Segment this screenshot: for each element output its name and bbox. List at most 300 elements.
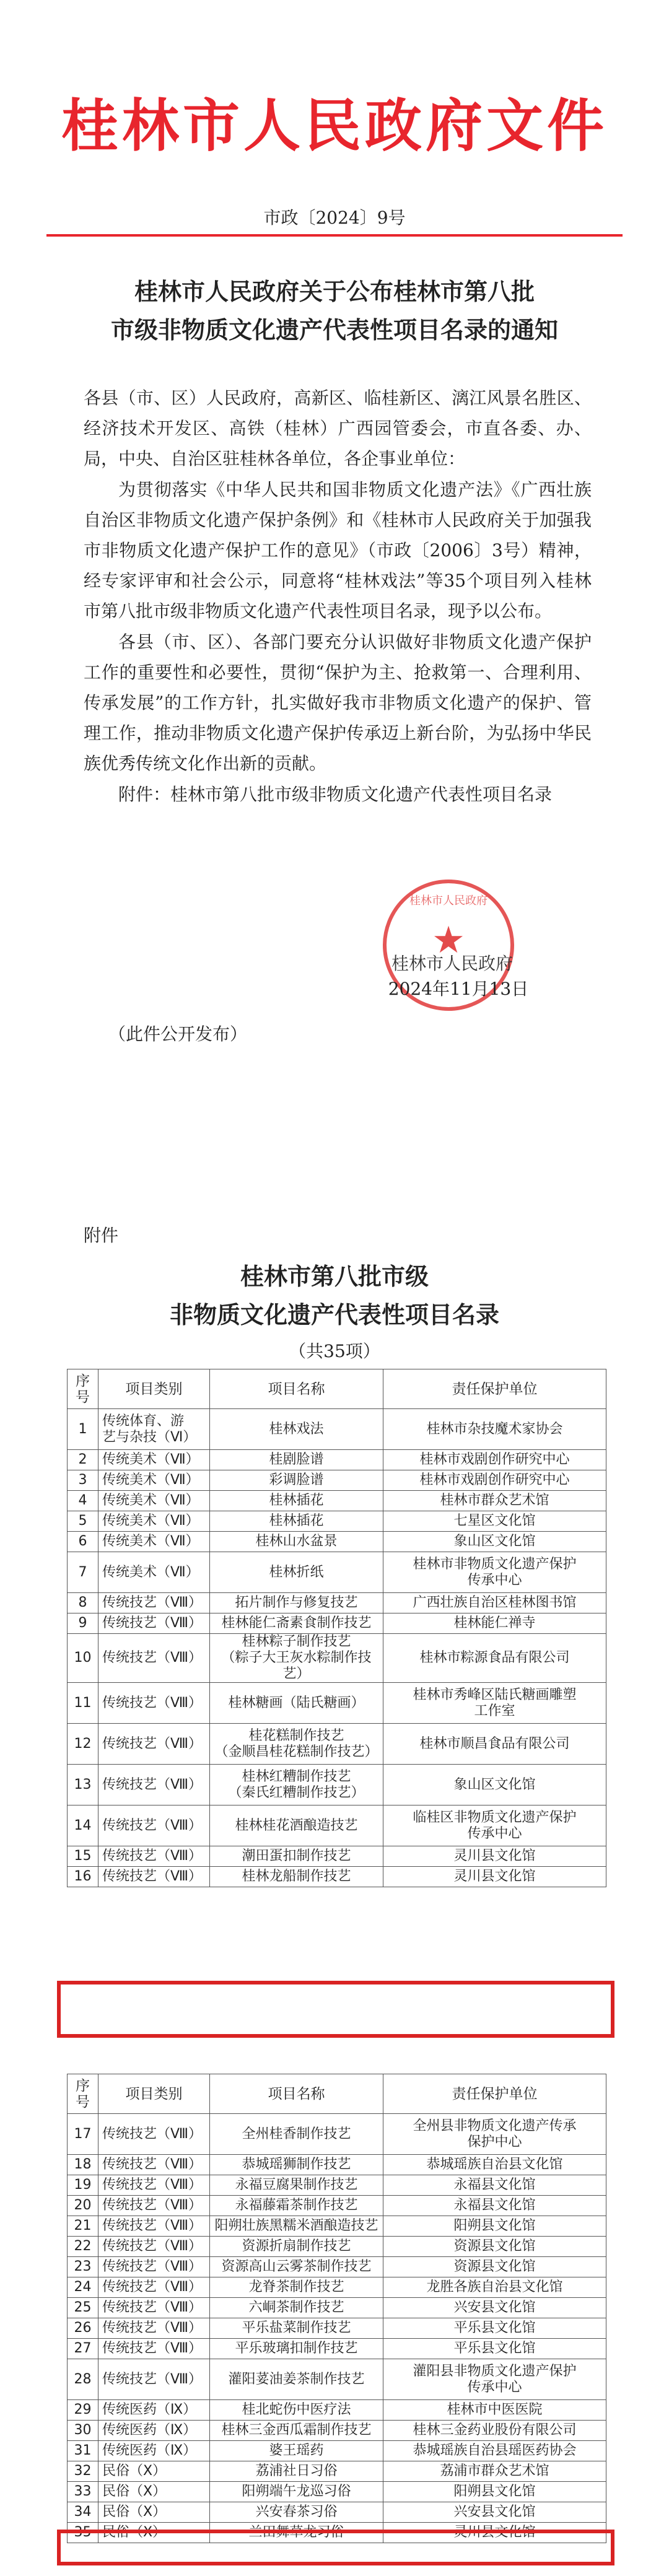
project-name-cell-text: 平乐玻璃扣制作技艺 [235,2341,358,2356]
project-name-cell [210,2155,383,2175]
row-number-cell [68,2196,98,2216]
row-number-cell-text: 18 [74,2157,92,2172]
protection-unit-cell-text: 阳朔县文化馆 [453,2484,536,2499]
project-name-cell [210,2277,383,2298]
category-cell-text: 传统体育、游 [102,1413,185,1429]
table-row [68,2277,606,2298]
annex-title-line-1: 桂林市第八批市级 [240,1263,429,1290]
row-number-cell [68,1683,98,1724]
category-cell-text: 传统技艺（Ⅷ） [102,1615,202,1631]
project-name-cell-text: 桂林粽子制作技艺 [242,1634,351,1649]
project-name-cell [210,1593,383,1613]
project-name-cell [210,1867,383,1887]
category-cell [98,2318,210,2339]
category-cell [98,1532,210,1552]
row-number-cell [68,1409,98,1450]
project-name-cell-text: 桂林桂花酒酿造技艺 [235,1817,358,1833]
category-cell [98,1724,210,1765]
protection-unit-cell [383,1683,606,1724]
row-number-cell [68,2421,98,2441]
protection-unit-cell [383,2441,606,2461]
row-number-cell-text: 13 [74,1776,92,1792]
row-number-cell [68,2175,98,2196]
public-release-note: （此件公开发布） [108,1024,248,1044]
project-name-cell-text: 六峒茶制作技艺 [248,2300,344,2315]
seal-star-icon: ★ [432,919,465,962]
category-cell-text: 传统技艺（Ⅷ） [102,2126,202,2142]
table-row [68,1409,606,1450]
protection-unit-cell [383,2196,606,2216]
protection-unit-cell-text: 桂林能仁禅寺 [453,1615,536,1631]
table-row [68,2461,606,2482]
row-number-cell [68,1846,98,1867]
table-row [68,1724,606,1765]
project-name-cell [210,2318,383,2339]
project-name-cell-text: （粽子大王灰水粽制作技艺） [221,1650,372,1682]
table-header-row [68,2074,606,2114]
category-cell-text: 传统技艺（Ⅷ） [102,1736,202,1752]
row-number-cell-text: 28 [74,2371,92,2387]
protection-unit-cell [383,2298,606,2318]
project-name-cell [210,2298,383,2318]
project-name-cell [210,1491,383,1511]
project-name-cell [210,1634,383,1683]
table-row [68,2421,606,2441]
project-name-cell [210,2237,383,2257]
notice-title-line-1: 桂林市人民政府关于公布桂林市第八批 [134,278,535,305]
protection-unit-cell-text: 七星区文化馆 [453,1513,536,1529]
table-row [68,2502,606,2523]
category-cell [98,1552,210,1593]
project-name-cell [210,2339,383,2359]
attachment-line: 附件：桂林市第八批市级非物质文化遗产代表性项目名录 [118,784,553,805]
protection-unit-cell-text: 象山区文化馆 [453,1534,536,1549]
category-cell [98,2482,210,2502]
category-cell-text: 传统技艺（Ⅷ） [102,2341,202,2356]
project-name-cell-text: 拓片制作与修复技艺 [235,1595,358,1610]
row-number-cell-text: 19 [74,2177,92,2193]
row-number-cell [68,1724,98,1765]
protection-unit-cell-text: 桂林市群众艺术馆 [440,1493,549,1508]
category-cell-text: 传统技艺（Ⅷ） [102,1650,202,1666]
table-row [68,1552,606,1593]
row-number-cell-text: 30 [74,2422,92,2438]
category-cell-text: 传统技艺（Ⅷ） [102,2177,202,2193]
protection-unit-cell-text: 灵川县文化馆 [453,2525,536,2540]
protection-unit-cell-text: 传承中心 [467,1825,522,1841]
project-name-cell-text: 平乐盐菜制作技艺 [242,2320,351,2336]
protection-unit-cell-text: 灌阳县非物质文化遗产保护 [413,2363,577,2379]
row-number-cell-text: 32 [74,2463,92,2479]
project-name-cell [210,1532,383,1552]
protection-unit-cell [383,1409,606,1450]
row-number-cell [68,2359,98,2400]
header-project-name: 项目名称 [210,1369,383,1409]
protection-unit-cell [383,1613,606,1634]
project-name-cell [210,1765,383,1805]
table-row [68,1450,606,1470]
category-cell-text: 民俗（Ⅹ） [102,2463,167,2479]
protection-unit-cell-text: 临桂区非物质文化遗产保护 [413,1809,577,1825]
project-name-cell [210,2196,383,2216]
protection-unit-cell-text: 阳朔县文化馆 [453,2218,536,2233]
protection-unit-cell [383,2421,606,2441]
row-number-cell-text: 10 [74,1650,92,1666]
row-number-cell-text: 20 [74,2198,92,2213]
project-name-cell-text: 桂林戏法 [269,1421,324,1437]
row-number-cell [68,2237,98,2257]
project-name-cell [210,2359,383,2400]
project-name-cell [210,1683,383,1724]
row-number-cell [68,1867,98,1887]
row-number-cell [68,2155,98,2175]
project-name-cell-text: 桂林红糟制作技艺 [242,1768,351,1784]
category-cell [98,2461,210,2482]
project-name-cell [210,1613,383,1634]
category-cell [98,2237,210,2257]
row-number-cell-text: 29 [74,2402,92,2417]
project-name-cell-text: 彩调脸谱 [269,1472,324,1488]
protection-unit-cell [383,1634,606,1683]
protection-unit-cell [383,2339,606,2359]
project-name-cell [210,2400,383,2421]
category-cell-text: 民俗（Ⅹ） [102,2504,167,2520]
protection-unit-cell [383,2482,606,2502]
category-cell [98,2196,210,2216]
protection-unit-cell [383,1805,606,1846]
project-name-cell-text: 桂花糕制作技艺 [248,1727,344,1744]
notice-title-line-2: 市级非物质文化遗产代表性项目名录的通知 [110,317,558,344]
row-number-cell-text: 22 [74,2238,92,2254]
category-cell [98,2421,210,2441]
project-name-cell [210,1724,383,1765]
project-name-cell [210,2482,383,2502]
row-number-cell-text: 7 [78,1564,87,1580]
protection-unit-cell [383,2175,606,2196]
row-number-cell-text: 24 [74,2279,92,2295]
seal-ring-text: 桂林市人民政府 [409,894,488,907]
document-header-title: 桂林市人民政府文件 [61,93,608,159]
protection-unit-cell-text: 兴安县文化馆 [453,2300,536,2315]
row-number-cell [68,1593,98,1613]
protection-unit-cell [383,1511,606,1532]
highlight-box-rows-15-16 [57,1981,614,2038]
annex-title [0,1257,669,1334]
protection-unit-cell-text: 灵川县文化馆 [453,1869,536,1884]
project-name-cell-text: 桂林三金西瓜霜制作技艺 [221,2422,372,2438]
table-row [68,2114,606,2155]
project-name-cell [210,2114,383,2155]
protection-unit-cell [383,2257,606,2277]
project-name-cell-text: 桂林插花 [269,1493,324,1508]
red-divider-line [46,234,623,237]
protection-unit-cell-text: 兴安县文化馆 [453,2504,536,2520]
row-number-cell [68,2318,98,2339]
row-number-cell [68,2502,98,2523]
protection-unit-cell-text: 广西壮族自治区桂林图书馆 [413,1595,577,1610]
protection-unit-cell [383,2502,606,2523]
row-number-cell-text: 31 [74,2443,92,2458]
row-number-cell-text: 21 [74,2218,92,2233]
table-row [68,2400,606,2421]
row-number-cell [68,1765,98,1805]
category-cell-text: 传统美术（Ⅶ） [102,1493,199,1508]
category-cell [98,1491,210,1511]
category-cell-text: 传统医药（Ⅸ） [102,2402,197,2417]
row-number-cell-text: 1 [78,1421,87,1437]
table-row [68,2318,606,2339]
row-number-cell [68,1511,98,1532]
project-name-cell-text: 桂北蛇伤中医疗法 [242,2402,351,2417]
category-cell [98,2400,210,2421]
protection-unit-cell [383,2155,606,2175]
header-protection-unit: 责任保护单位 [383,1369,606,1409]
category-cell [98,1593,210,1613]
table-row [68,1683,606,1724]
row-number-cell-text: 26 [74,2320,92,2336]
protection-unit-cell [383,2359,606,2400]
table-row [68,1805,606,1846]
project-name-cell [210,2421,383,2441]
row-number-cell-text: 4 [78,1493,87,1508]
table-row [68,1765,606,1805]
row-number-cell [68,2277,98,2298]
row-number-cell [68,1491,98,1511]
header-protection-unit: 责任保护单位 [383,2074,606,2114]
protection-unit-cell-text: 全州县非物质文化遗产传承 [413,2118,577,2134]
row-number-cell-text: 2 [78,1452,87,1467]
table-row [68,2257,606,2277]
category-cell [98,2298,210,2318]
protection-unit-cell-text: 平乐县文化馆 [453,2341,536,2356]
row-number-cell-text: 35 [74,2525,92,2540]
row-number-cell [68,1613,98,1634]
row-number-cell-text: 25 [74,2300,92,2315]
category-cell-text: 传统美术（Ⅶ） [102,1564,199,1580]
highlight-box-row-35 [57,2530,614,2565]
row-number-cell-text: 14 [74,1817,92,1833]
category-cell [98,2257,210,2277]
document-number: 市政〔2024〕9号 [263,207,406,228]
protection-unit-cell [383,1532,606,1552]
category-cell-text: 传统美术（Ⅶ） [102,1452,199,1467]
category-cell [98,1846,210,1867]
project-name-cell-text: 兴安春茶习俗 [255,2504,338,2520]
category-cell [98,1450,210,1470]
protection-unit-cell [383,1765,606,1805]
protection-unit-cell-text: 桂林三金药业股份有限公司 [413,2422,577,2438]
protection-unit-cell-text: 龙胜各族自治县文化馆 [426,2279,563,2295]
table-row [68,2237,606,2257]
category-cell-text: 传统技艺（Ⅷ） [102,1817,202,1833]
category-cell-text: 传统技艺（Ⅷ） [102,1776,202,1792]
row-number-cell-text: 9 [78,1615,87,1631]
category-cell-text: 传统技艺（Ⅷ） [102,2198,202,2213]
protection-unit-cell-text: 桂林市粽源食品有限公司 [419,1650,570,1666]
category-cell [98,2502,210,2523]
project-name-cell-text: 婆王瑶药 [269,2443,324,2458]
category-cell-text: 传统技艺（Ⅷ） [102,2157,202,2172]
protection-unit-cell [383,1491,606,1511]
protection-unit-cell-text: 永福县文化馆 [453,2198,536,2213]
row-number-cell-text: 12 [74,1736,92,1752]
category-cell [98,1470,210,1491]
table-row [68,1532,606,1552]
project-name-cell-text: 桂林山水盆景 [255,1534,338,1549]
table-row [68,2196,606,2216]
row-number-cell-text: 15 [74,1848,92,1864]
row-number-cell-text: 8 [78,1595,87,1610]
table-row [68,2482,606,2502]
row-number-cell [68,2400,98,2421]
category-cell-text: 传统美术（Ⅶ） [102,1472,199,1488]
protection-unit-cell-text: 桂林市戏剧创作研究中心 [419,1452,570,1467]
protection-unit-cell [383,1593,606,1613]
project-list-table-part-1 [67,1369,606,1887]
project-name-cell-text: 阳朔壮族黑糯米酒酿造技艺 [214,2218,378,2233]
annex-item-count: （共35项） [289,1341,380,1361]
body-paragraph-2: 各县（市、区）、各部门要充分认识做好非物质文化遗产保护工作的重要性和必要性，贯彻“保护为主、抢救第一、合理利用、传承发展”的工作方针，扎实做好我市非物质文化遗产的保护、管理工作，推动非物质文化遗产保护传承迈上新台阶，为弘扬中华民族优秀传统文化作出新的贡献。 [84,632,592,774]
row-number-cell [68,1634,98,1683]
project-name-cell-text: 桂林龙船制作技艺 [242,1869,351,1884]
protection-unit-cell-text: 传承中心 [467,2379,522,2395]
header-project-name: 项目名称 [210,2074,383,2114]
project-name-cell [210,2257,383,2277]
row-number-cell-text: 11 [74,1695,92,1711]
project-name-cell-text: 资源高山云雾茶制作技艺 [221,2259,372,2274]
project-name-cell-text: 龙脊茶制作技艺 [248,2279,344,2295]
row-number-cell-text: 16 [74,1869,92,1884]
category-cell-text: 艺与杂技（Ⅵ） [102,1429,197,1445]
project-name-cell-text: 桂剧脸谱 [269,1452,324,1467]
category-cell [98,1765,210,1805]
category-cell [98,2155,210,2175]
table-row [68,1867,606,1887]
category-cell [98,1805,210,1846]
addressee-paragraph: 各县（市、区）人民政府，高新区、临桂新区、漓江风景名胜区、经济技术开发区、高铁（桂林）广西园管委会，市直各委、办、局，中央、自治区驻桂林各单位，各企事业单位： [84,388,592,469]
project-name-cell-text: 恭城瑶狮制作技艺 [242,2157,351,2172]
project-name-cell-text: 永福藤霜茶制作技艺 [235,2198,358,2213]
protection-unit-cell-text: 资源县文化馆 [453,2238,536,2254]
project-name-cell [210,2461,383,2482]
project-name-cell [210,1511,383,1532]
category-cell-text: 民俗（Ⅹ） [102,2525,167,2540]
table-row [68,1491,606,1511]
category-cell [98,1634,210,1683]
project-name-cell [210,1450,383,1470]
project-name-cell-text: 资源折扇制作技艺 [242,2238,351,2254]
category-cell-text: 传统技艺（Ⅷ） [102,2259,202,2274]
project-name-cell [210,2502,383,2523]
row-number-cell [68,2482,98,2502]
project-name-cell-text: 兰田舞草龙习俗 [248,2525,344,2540]
row-number-cell [68,2114,98,2155]
notice-title [0,273,669,349]
category-cell [98,2114,210,2155]
category-cell-text: 传统技艺（Ⅷ） [102,1848,202,1864]
row-number-cell-text: 34 [74,2504,92,2520]
signature-date: 2024年11月13日 [388,979,529,999]
protection-unit-cell [383,1470,606,1491]
category-cell [98,2216,210,2237]
row-number-cell [68,1470,98,1491]
category-cell [98,1683,210,1724]
category-cell-text: 传统医药（Ⅸ） [102,2443,197,2458]
project-name-cell-text: 桂林插花 [269,1513,324,1529]
body-paragraph-1: 为贯彻落实《中华人民共和国非物质文化遗产法》《广西壮族自治区非物质文化遗产保护条例》和《桂林市人民政府关于加强我市非物质文化遗产保护工作的意见》（市政〔2006〕3号）精神，经专家评审和社会公示，同意将“桂林戏法”等35个项目列入桂林市第八批市级非物质文化遗产代表性项目名录，现予以公布。 [84,479,592,621]
project-name-cell [210,1552,383,1593]
table-row [68,2339,606,2359]
project-name-cell [210,1409,383,1450]
table-row [68,2441,606,2461]
protection-unit-cell [383,2216,606,2237]
protection-unit-cell [383,2318,606,2339]
project-name-cell-text: 桂林折纸 [269,1564,324,1580]
row-number-cell-text: 23 [74,2259,92,2274]
row-number-cell [68,2441,98,2461]
protection-unit-cell-text: 传承中心 [467,1572,522,1588]
table-row [68,1593,606,1613]
protection-unit-cell-text: 桂林市杂技魔术家协会 [426,1421,563,1437]
header-number: 序 号 [68,2074,98,2114]
table-row [68,2298,606,2318]
category-cell [98,2175,210,2196]
category-cell-text: 传统技艺（Ⅷ） [102,1595,202,1610]
project-name-cell [210,1846,383,1867]
category-cell-text: 传统技艺（Ⅷ） [102,2238,202,2254]
protection-unit-cell-text: 桂林市秀峰区陆氏糖画雕塑 [413,1687,577,1703]
project-name-cell [210,1470,383,1491]
table-row [68,1634,606,1683]
category-cell-text: 传统技艺（Ⅷ） [102,1695,202,1711]
row-number-cell-text: 3 [78,1472,87,1488]
signature-name: 桂林市人民政府 [391,953,513,974]
table-row [68,1470,606,1491]
project-name-cell-text: 桂林糖画（陆氏糖画） [228,1695,365,1711]
category-cell-text: 传统技艺（Ⅷ） [102,2300,202,2315]
project-name-cell [210,2175,383,2196]
annex-title-line-2: 非物质文化遗产代表性项目名录 [169,1301,499,1329]
protection-unit-cell-text: 资源县文化馆 [453,2259,536,2274]
protection-unit-cell-text: 桂林市顺昌食品有限公司 [419,1736,570,1752]
table-row [68,2155,606,2175]
category-cell-text: 传统医药（Ⅸ） [102,2422,197,2438]
category-cell [98,1613,210,1634]
protection-unit-cell-text: 荔浦市群众艺术馆 [440,2463,549,2479]
protection-unit-cell-text: 桂林市戏剧创作研究中心 [419,1472,570,1488]
row-number-cell-text: 5 [78,1513,87,1529]
category-cell [98,2339,210,2359]
row-number-cell [68,2257,98,2277]
protection-unit-cell-text: 永福县文化馆 [453,2177,536,2193]
category-cell-text: 传统美术（Ⅶ） [102,1513,199,1529]
project-name-cell-text: 全州桂香制作技艺 [242,2126,351,2142]
protection-unit-cell [383,2237,606,2257]
project-name-cell-text: （金顺昌桂花糕制作技艺） [214,1744,378,1760]
protection-unit-cell [383,1846,606,1867]
project-name-cell [210,2216,383,2237]
row-number-cell [68,1805,98,1846]
header-number: 序 号 [68,1369,98,1409]
row-number-cell [68,2298,98,2318]
annex-label: 附件 [84,1225,119,1246]
project-name-cell-text: 荔浦社日习俗 [255,2463,338,2479]
category-cell [98,1511,210,1532]
table-row [68,1613,606,1634]
protection-unit-cell [383,2461,606,2482]
protection-unit-cell-text: 保护中心 [467,2134,522,2150]
category-cell [98,1409,210,1450]
